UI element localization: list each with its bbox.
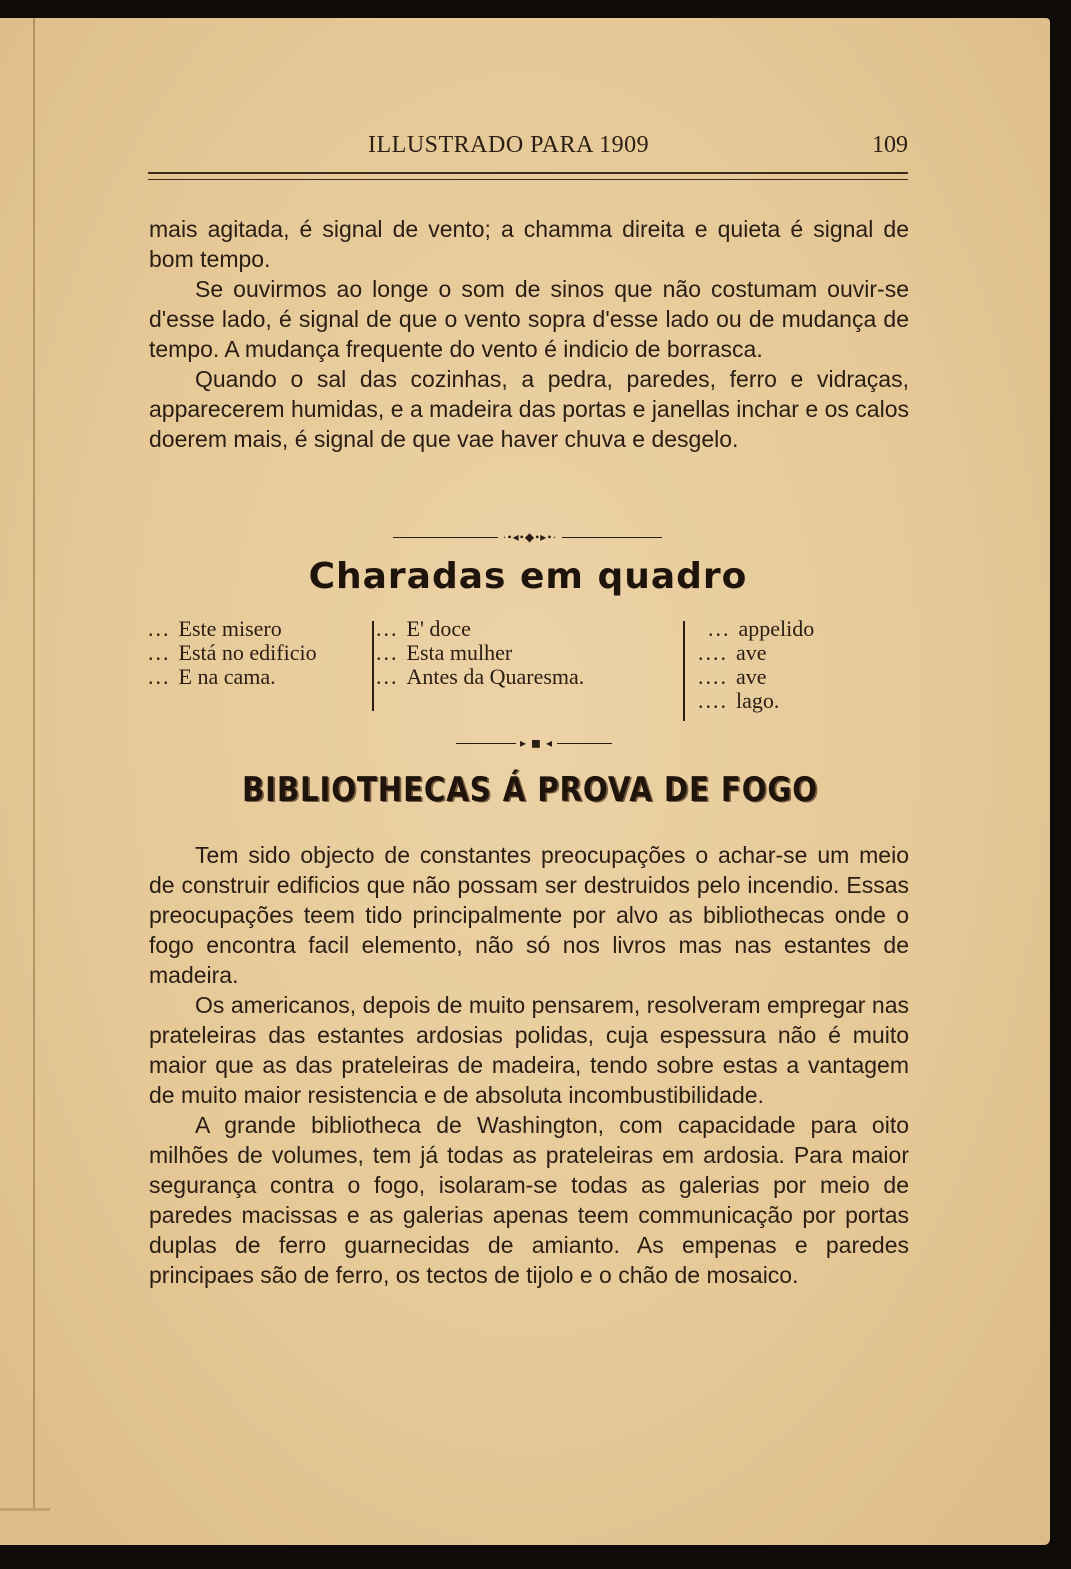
section-divider-ornament [385,530,670,544]
charadas-table [148,617,868,727]
divider-ornament-glyphs: ·•◂•◆•▸•· [502,529,558,544]
column-divider [683,621,685,721]
charada-line: ... Esta mulher [376,640,513,665]
page-header [148,132,908,162]
divider-ornament-glyphs: ▸ ◼ ◂ [519,735,553,750]
page-number: 109 [872,132,908,158]
charada-line: ... Está no edificio [148,640,317,665]
divider-line [562,537,662,538]
charada-line: ... Antes da Quaresma. [376,664,585,689]
charadas-heading: Charadas em quadro [308,556,748,597]
charadas-column-1 [148,617,370,689]
header-double-rule [148,172,908,180]
page-fold-edge [0,1508,50,1511]
running-title: ILLUSTRADO PARA 1909 [368,132,650,158]
article-text [149,840,909,1290]
paragraph: Quando o sal das cozinhas, a pedra, paredes, ferro e vidraças, apparecerem humidas, e a madeira das portas e janellas inchar e os calos doerem mais, é signal de que vae haver chuva e desgelo. [149,366,909,452]
divider-line [456,743,516,744]
section-divider-ornament [445,736,623,750]
charada-line: ... E' doce [376,616,471,641]
intro-text [149,214,909,454]
page-fold-line [33,18,35,1508]
paragraph: A grande bibliotheca de Washington, com capacidade para oito milhões de volumes, tem já todas as prateleiras em ardosia. Para maior segurança contra o fogo, isolaram-se todas as galerias por meio de paredes macissas e as galerias apenas teem communicação por portas duplas de ferro guarnecidas de amianto. As empenas e paredes principaes são de ferro, os tectos de tijolo e o chão de mosaico. [149,1112,909,1288]
divider-line [393,537,498,538]
charada-line: .... ave [698,640,767,665]
paragraph: Os americanos, depois de muito pensarem, resolveram empregar nas prateleiras das estantes ardosias polidas, cuja espessura não é muito maior que as das prateleiras de madeira, tendo sobre estas a vantagem de muito maior resistencia e de absoluta incombustibilidade. [149,992,909,1108]
charada-line: ... E na cama. [148,664,276,689]
charadas-column-3 [688,617,868,713]
divider-line [557,743,612,744]
column-divider [372,621,374,711]
article-heading: BIBLIOTHECAS Á PROVA DE FOGO [241,770,819,810]
charada-line: .... lago. [698,688,780,713]
charadas-column-2 [376,617,681,689]
charada-line: ... Este misero [148,616,282,641]
charada-line: .... ave [698,664,767,689]
paragraph: mais agitada, é signal de vento; a chamma direita e quieta é signal de bom tempo. [149,216,909,272]
charada-line: ... appelido [708,616,815,641]
paragraph: Se ouvirmos ao longe o som de sinos que não costumam ouvir-se d'esse lado, é signal de que o vento sopra d'esse lado ou de mudança de tempo. A mudança frequente do vento é indicio de borrasca. [149,276,909,362]
book-page [0,18,1050,1545]
paragraph: Tem sido objecto de constantes preocupações o achar-se um meio de construir edificios que não possam ser destruidos pelo incendio. Essas preocupações teem tido principalmente por alvo as bibliothecas onde o fogo encontra facil elemento, não só nos livros mas nas estantes de madeira. [149,842,909,988]
